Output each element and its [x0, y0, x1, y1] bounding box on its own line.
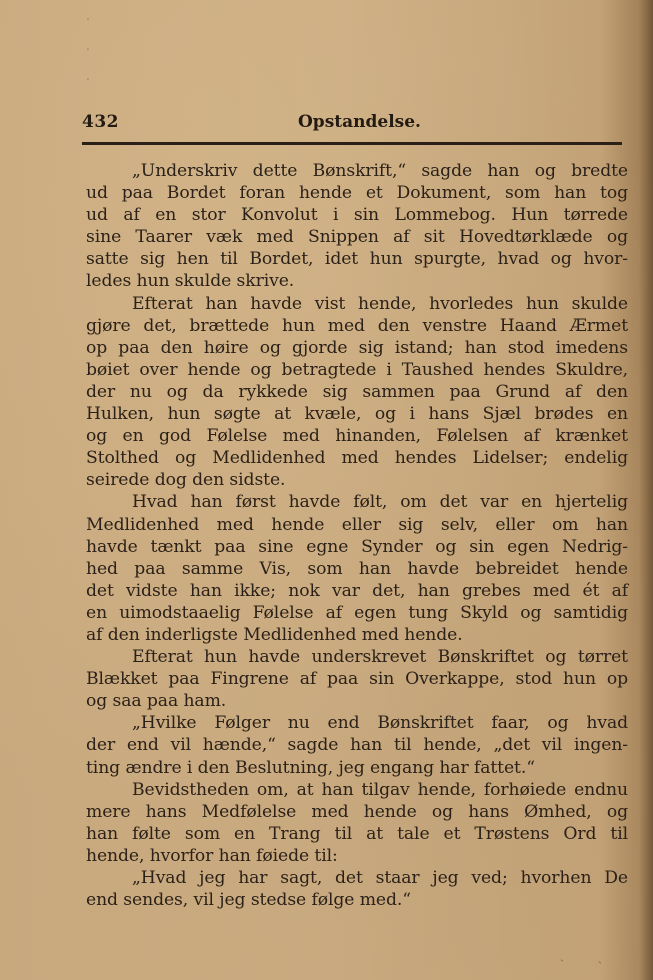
text-line: ud af en stor Konvolut i sin Lommebog. Hun tørrede	[86, 205, 628, 226]
header-rule	[82, 142, 622, 145]
text-line: Efterat hun havde underskrevet Bønskriftet og tørret	[132, 647, 628, 668]
text-line: hed paa samme Vis, som han havde bebreidet hende	[86, 558, 628, 579]
text-line: gjøre det, brættede hun med den venstre Haand Ærmet	[86, 315, 628, 336]
text-line: Bevidstheden om, at han tilgav hende, forhøiede endnu	[132, 779, 628, 800]
text-line: af den inderligste Medlidenhed med hende.	[86, 624, 463, 645]
text-line: Hulken, hun søgte at kvæle, og i hans Sjæl brødes en	[86, 404, 628, 425]
text-line: Stolthed og Medlidenhed med hendes Lidelser; endelig	[86, 448, 628, 469]
text-line: det vidste han ikke; nok var det, han grebes med ét af	[86, 580, 628, 601]
text-line: og saa paa ham.	[86, 691, 227, 712]
page-number: 432	[82, 112, 119, 132]
text-line: op paa den høire og gjorde sig istand; han stod imedens	[86, 337, 628, 358]
text-line: bøiet over hende og betragtede i Taushed hendes Skuldre,	[86, 359, 628, 380]
text-line: der nu og da rykkede sig sammen paa Grund af den	[86, 381, 628, 402]
show-through-marks	[78, 5, 98, 95]
ink-speck: ˎ	[598, 950, 602, 964]
running-title: Opstandelse.	[298, 112, 421, 132]
text-line: „Hvilke Følger nu end Bønskriftet faar, og hvad	[132, 713, 628, 734]
text-line: Efterat han havde vist hende, hvorledes hun skulde	[132, 293, 628, 314]
text-line: han følte som en Trang til at tale et Trøstens Ord til	[86, 823, 628, 844]
text-line: Medlidenhed med hende eller sig selv, eller om han	[86, 514, 628, 535]
body-text	[86, 160, 628, 911]
text-line: hende, hvorfor han føiede til:	[86, 845, 338, 866]
text-line: Blækket paa Fingrene af paa sin Overkappe, stod hun op	[86, 669, 628, 690]
text-line: en uimodstaaelig Følelse af egen tung Skyld og samtidig	[86, 602, 628, 623]
text-line: og en god Følelse med hinanden, Følelsen af krænket	[86, 426, 628, 447]
page-edge-shadow	[639, 0, 653, 980]
page-header	[82, 112, 622, 136]
text-line: der end vil hænde,“ sagde han til hende, „det vil ingen-	[86, 735, 628, 756]
text-line: „Underskriv dette Bønskrift,“ sagde han og bredte	[132, 161, 628, 181]
ink-speck: ˎ	[560, 948, 564, 962]
text-line: ting ændre i den Beslutning, jeg engang har fattet.“	[86, 757, 535, 778]
text-line: „Hvad jeg har sagt, det staar jeg ved; hvorhen De	[132, 868, 628, 888]
text-line: ud paa Bordet foran hende et Dokument, som han tog	[86, 183, 628, 204]
text-line: end sendes, vil jeg stedse følge med.“	[86, 890, 411, 911]
text-line: havde tænkt paa sine egne Synder og sin egen Nedrig-	[86, 536, 628, 557]
text-line: sine Taarer væk med Snippen af sit Hovedtørklæde og	[86, 227, 628, 248]
text-line: ledes hun skulde skrive.	[86, 271, 295, 292]
bleed-mark: ·	[85, 12, 91, 28]
text-line: satte sig hen til Bordet, idet hun spurgte, hvad og hvor-	[86, 249, 628, 270]
text-line: Hvad han først havde følt, om det var en hjertelig	[132, 492, 628, 513]
text-line: mere hans Medfølelse med hende og hans Ømhed, og	[86, 801, 628, 822]
bleed-mark: ·	[85, 42, 91, 58]
bleed-mark: ·	[85, 72, 91, 88]
text-line: seirede dog den sidste.	[86, 470, 286, 491]
